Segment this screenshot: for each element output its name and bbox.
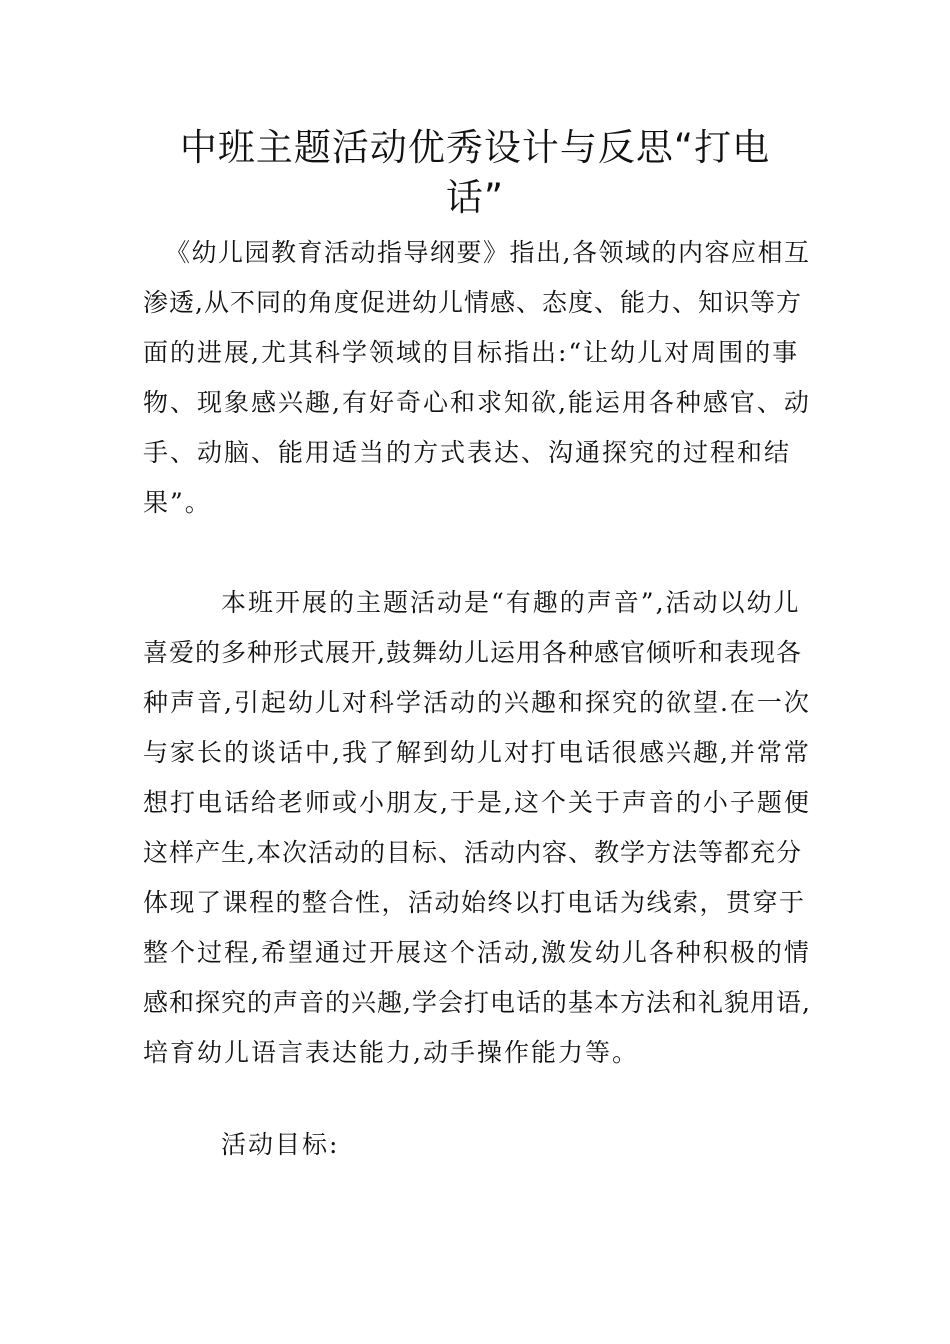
text-line: 整个过程,希望通过开展这个活动,激发幼儿各种积极的情	[143, 938, 811, 967]
section-heading-text: 活动目标:	[221, 1130, 340, 1159]
text-line: 培育幼儿语言表达能力,动手操作能力等。	[143, 1038, 639, 1067]
text-line: 本班开展的主题活动是“有趣的声音”,活动以幼儿	[221, 588, 801, 617]
title-line: 中班主题活动优秀设计与反思“打电	[179, 126, 771, 169]
text-line: 感和探究的声音的兴趣,学会打电话的基本方法和礼貌用语,	[143, 988, 811, 1017]
text-line: 手、动脑、能用适当的方式表达、沟通探究的过程和结	[143, 438, 792, 467]
title-line: 话”	[445, 176, 505, 219]
text-line: 面的进展,尤其科学领域的目标指出:“让幼儿对周围的事	[143, 338, 800, 367]
text-line: 物、现象感兴趣,有好奇心和求知欲,能运用各种感官、动	[143, 388, 811, 417]
paragraph-intro	[143, 228, 813, 528]
text-line: 这样产生,本次活动的目标、活动内容、教学方法等都充分	[143, 838, 802, 867]
text-line: 体现了课程的整合性，活动始终以打电话为线索，贯穿于	[143, 888, 806, 917]
text-line: 与家长的谈话中,我了解到幼儿对打电话很感兴趣,并常常	[143, 738, 811, 767]
text-line: 果”。	[143, 488, 212, 517]
text-line: 种声音,引起幼儿对科学活动的兴趣和探究的欲望.在一次	[143, 688, 811, 717]
document-title	[140, 124, 810, 224]
text-line: 喜爱的多种形式展开,鼓舞幼儿运用各种感官倾听和表现各	[143, 638, 802, 667]
section-heading-objectives	[221, 1120, 811, 1170]
paragraph-background	[143, 578, 813, 1078]
text-line: 渗透,从不同的角度促进幼儿情感、态度、能力、知识等方	[143, 288, 802, 317]
text-line: 《幼儿园教育活动指导纲要》指出,各领域的内容应相互	[165, 238, 811, 267]
text-line: 想打电话给老师或小朋友,于是,这个关于声音的小子题便	[143, 788, 811, 817]
